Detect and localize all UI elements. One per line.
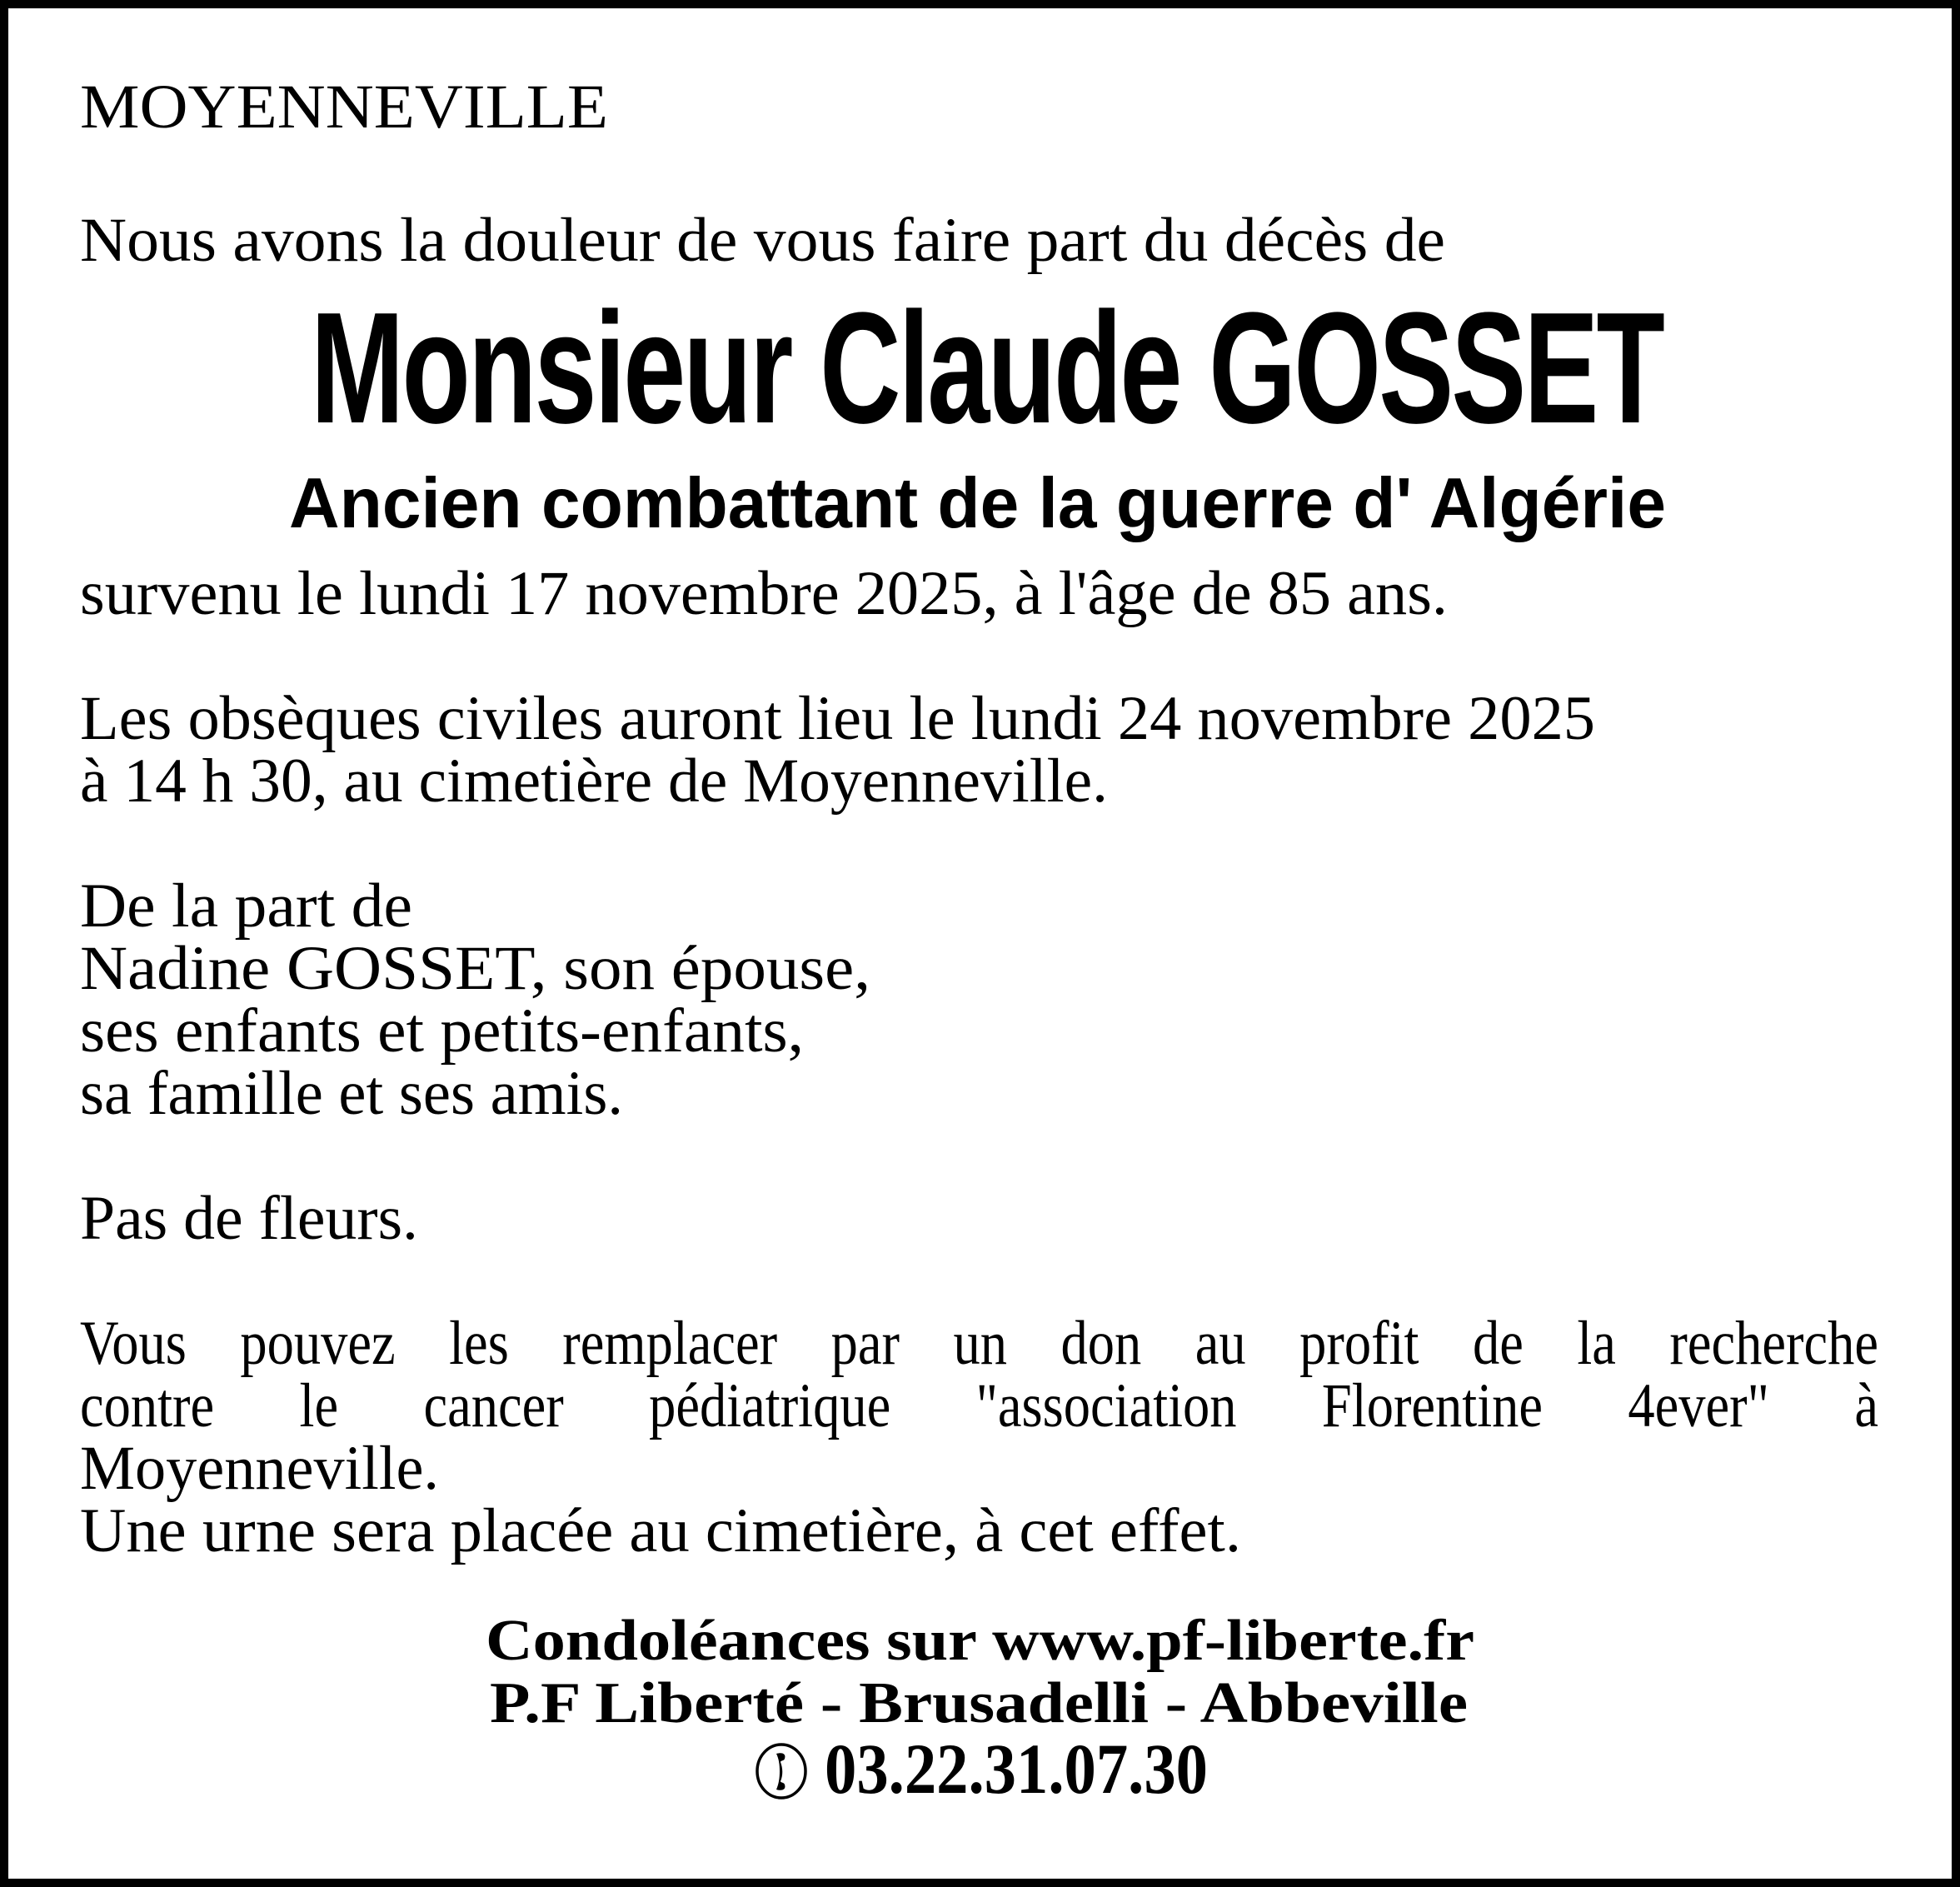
family-line: ses enfants et petits-enfants,: [80, 996, 804, 1066]
family-line: Nadine GOSSET, son épouse,: [80, 934, 870, 1003]
death-info: survenu le lundi 17 novembre 2025, à l'âge de 85 ans.: [80, 559, 1448, 628]
town-name: MOYENNEVILLE: [80, 72, 608, 142]
deceased-title: Ancien combattant de la guerre d' Algérie: [289, 464, 1666, 543]
funeral-home-name: P.F Liberté - Brusadelli - Abbeville: [490, 1671, 1468, 1735]
no-flowers: Pas de fleurs.: [80, 1184, 418, 1253]
funeral-line-1: Les obsèques civiles auront lieu le lundi 24 novembre 2025: [80, 684, 1595, 753]
deceased-name: Monsieur Claude GOSSET: [311, 280, 1663, 457]
urn-text: Une urne sera placée au cimetière, à cet effet.: [80, 1496, 1241, 1565]
donation-line: Vous pouvez les remplacer par un don au profit de la recherche: [80, 1309, 1878, 1378]
phone-number[interactable]: 03.22.31.07.30: [825, 1729, 1208, 1809]
funeral-line-2: à 14 h 30, au cimetière de Moyenneville.: [80, 746, 1108, 816]
donation-line: contre le cancer pédiatrique "association Florentine 4ever" à: [80, 1371, 1878, 1440]
family-line: sa famille et ses amis.: [80, 1059, 623, 1128]
family-intro: De la part de: [80, 871, 413, 941]
donation-last-line: Moyenneville.: [80, 1434, 439, 1503]
intro-text: Nous avons la douleur de vous faire part du décès de: [80, 206, 1446, 275]
phone-icon: [755, 1742, 808, 1800]
condolences-link[interactable]: Condoléances sur www.pf-liberte.fr: [486, 1609, 1474, 1673]
